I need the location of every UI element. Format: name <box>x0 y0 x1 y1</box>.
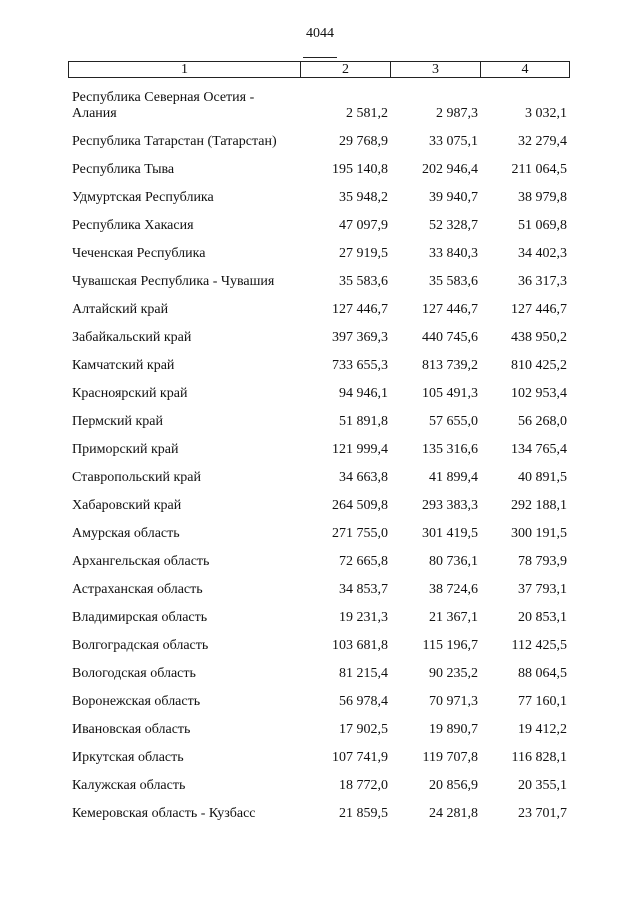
table-row <box>0 294 640 322</box>
value-column-3: 127 446,7 <box>422 302 478 317</box>
value-column-2: 94 946,1 <box>339 386 388 401</box>
column-header-3: 3 <box>391 62 481 77</box>
value-column-2: 271 755,0 <box>332 526 388 541</box>
value-column-4: 20 355,1 <box>518 778 567 793</box>
value-column-4: 112 425,5 <box>511 638 567 653</box>
value-column-3: 293 383,3 <box>422 498 478 513</box>
value-column-3: 35 583,6 <box>429 274 478 289</box>
value-column-2: 103 681,8 <box>332 638 388 653</box>
table-row <box>0 490 640 518</box>
value-column-3: 33 840,3 <box>429 246 478 261</box>
value-column-3: 39 940,7 <box>429 190 478 205</box>
value-column-4: 810 425,2 <box>511 358 567 373</box>
value-column-4: 51 069,8 <box>518 218 567 233</box>
value-column-3: 24 281,8 <box>429 806 478 821</box>
value-column-4: 36 317,3 <box>518 274 567 289</box>
table-row <box>0 182 640 210</box>
value-column-2: 127 446,7 <box>332 302 388 317</box>
value-column-3: 115 196,7 <box>422 638 478 653</box>
table-row <box>0 546 640 574</box>
region-name: Ивановская область <box>72 722 191 737</box>
value-column-3: 41 899,4 <box>429 470 478 485</box>
value-column-3: 202 946,4 <box>422 162 478 177</box>
value-column-4: 292 188,1 <box>511 498 567 513</box>
table-row <box>0 378 640 406</box>
region-name: Волгоградская область <box>72 638 209 653</box>
table-header-row <box>68 61 570 78</box>
value-column-2: 397 369,3 <box>332 330 388 345</box>
table-row <box>0 686 640 714</box>
value-column-3: 80 736,1 <box>429 554 478 569</box>
value-column-3: 19 890,7 <box>429 722 478 737</box>
table-row <box>0 434 640 462</box>
region-name: Ставропольский край <box>72 470 201 485</box>
table-row <box>0 266 640 294</box>
value-column-4: 38 979,8 <box>518 190 567 205</box>
value-column-2: 19 231,3 <box>339 610 388 625</box>
region-name: Республика Хакасия <box>72 218 194 233</box>
region-name: Камчатский край <box>72 358 175 373</box>
value-column-4: 32 279,4 <box>518 134 567 149</box>
table-row <box>0 798 640 826</box>
value-column-2: 27 919,5 <box>339 246 388 261</box>
region-name: Алтайский край <box>72 302 169 317</box>
page-number-rule <box>303 57 337 58</box>
value-column-3: 38 724,6 <box>429 582 478 597</box>
value-column-4: 78 793,9 <box>518 554 567 569</box>
value-column-3: 70 971,3 <box>429 694 478 709</box>
table-row <box>0 574 640 602</box>
value-column-3: 52 328,7 <box>429 218 478 233</box>
region-name: Чеченская Республика <box>72 246 206 261</box>
value-column-2: 81 215,4 <box>339 666 388 681</box>
value-column-4: 211 064,5 <box>511 162 567 177</box>
value-column-2: 34 663,8 <box>339 470 388 485</box>
table-row <box>0 322 640 350</box>
value-column-4: 300 191,5 <box>511 526 567 541</box>
value-column-2: 29 768,9 <box>339 134 388 149</box>
table-row <box>0 630 640 658</box>
region-name: Республика Татарстан (Татарстан) <box>72 134 277 149</box>
column-header-4: 4 <box>521 62 529 77</box>
region-name: Кемеровская область - Кузбасс <box>72 806 256 821</box>
table-row <box>0 518 640 546</box>
value-column-3: 57 655,0 <box>429 414 478 429</box>
value-column-2: 47 097,9 <box>339 218 388 233</box>
region-name: Владимирская область <box>72 610 208 625</box>
region-name: Воронежская область <box>72 694 201 709</box>
value-column-4: 19 412,2 <box>518 722 567 737</box>
value-column-2: 34 853,7 <box>339 582 388 597</box>
value-column-4: 127 446,7 <box>511 302 567 317</box>
table-row <box>0 462 640 490</box>
column-header-1: 1 <box>69 62 301 77</box>
region-name: Республика Тыва <box>72 162 175 177</box>
value-column-2: 35 583,6 <box>339 274 388 289</box>
table-row <box>0 770 640 798</box>
region-name: Удмуртская Республика <box>72 190 214 205</box>
table-row <box>0 658 640 686</box>
value-column-4: 3 032,1 <box>525 106 567 121</box>
page-number: 4044 <box>306 26 334 41</box>
value-column-4: 23 701,7 <box>518 806 567 821</box>
region-name: Забайкальский край <box>72 330 192 345</box>
region-name: Иркутская область <box>72 750 184 765</box>
value-column-2: 264 509,8 <box>332 498 388 513</box>
value-column-3: 105 491,3 <box>422 386 478 401</box>
column-header-2: 2 <box>301 62 391 77</box>
region-name: Вологодская область <box>72 666 196 681</box>
value-column-4: 20 853,1 <box>518 610 567 625</box>
value-column-4: 102 953,4 <box>511 386 567 401</box>
region-name: Красноярский край <box>72 386 188 401</box>
value-column-2: 72 665,8 <box>339 554 388 569</box>
value-column-4: 40 891,5 <box>518 470 567 485</box>
value-column-3: 20 856,9 <box>429 778 478 793</box>
value-column-2: 17 902,5 <box>339 722 388 737</box>
value-column-3: 33 075,1 <box>429 134 478 149</box>
value-column-3: 21 367,1 <box>429 610 478 625</box>
region-name: Архангельская область <box>72 554 210 569</box>
value-column-3: 813 739,2 <box>422 358 478 373</box>
value-column-3: 90 235,2 <box>429 666 478 681</box>
table-row <box>0 406 640 434</box>
value-column-3: 440 745,6 <box>422 330 478 345</box>
table-row <box>0 602 640 630</box>
value-column-2: 21 859,5 <box>339 806 388 821</box>
value-column-2: 2 581,2 <box>346 106 388 121</box>
value-column-4: 34 402,3 <box>518 246 567 261</box>
table-row <box>0 714 640 742</box>
value-column-2: 121 999,4 <box>332 442 388 457</box>
value-column-4: 77 160,1 <box>518 694 567 709</box>
value-column-4: 134 765,4 <box>511 442 567 457</box>
value-column-3: 301 419,5 <box>422 526 478 541</box>
value-column-4: 88 064,5 <box>518 666 567 681</box>
table-row <box>0 126 640 154</box>
table-body <box>0 82 640 826</box>
value-column-2: 18 772,0 <box>339 778 388 793</box>
value-column-2: 733 655,3 <box>332 358 388 373</box>
value-column-3: 119 707,8 <box>422 750 478 765</box>
value-column-2: 51 891,8 <box>339 414 388 429</box>
value-column-3: 135 316,6 <box>422 442 478 457</box>
table-row <box>0 82 640 126</box>
table-row <box>0 350 640 378</box>
region-name: Чувашская Республика - Чувашия <box>72 274 275 289</box>
value-column-3: 2 987,3 <box>436 106 478 121</box>
table-row <box>0 742 640 770</box>
table-row <box>0 238 640 266</box>
value-column-4: 37 793,1 <box>518 582 567 597</box>
region-name: Пермский край <box>72 414 163 429</box>
value-column-2: 35 948,2 <box>339 190 388 205</box>
value-column-4: 56 268,0 <box>518 414 567 429</box>
region-name: Амурская область <box>72 526 180 541</box>
value-column-2: 195 140,8 <box>332 162 388 177</box>
value-column-4: 438 950,2 <box>511 330 567 345</box>
region-name: Приморский край <box>72 442 179 457</box>
value-column-2: 107 741,9 <box>332 750 388 765</box>
region-name: Хабаровский край <box>72 498 182 513</box>
table-row <box>0 210 640 238</box>
value-column-2: 56 978,4 <box>339 694 388 709</box>
region-name: Астраханская область <box>72 582 203 597</box>
value-column-4: 116 828,1 <box>511 750 567 765</box>
region-name: Республика Северная Осетия - Алания <box>72 90 255 121</box>
region-name: Калужская область <box>72 778 186 793</box>
table-row <box>0 154 640 182</box>
